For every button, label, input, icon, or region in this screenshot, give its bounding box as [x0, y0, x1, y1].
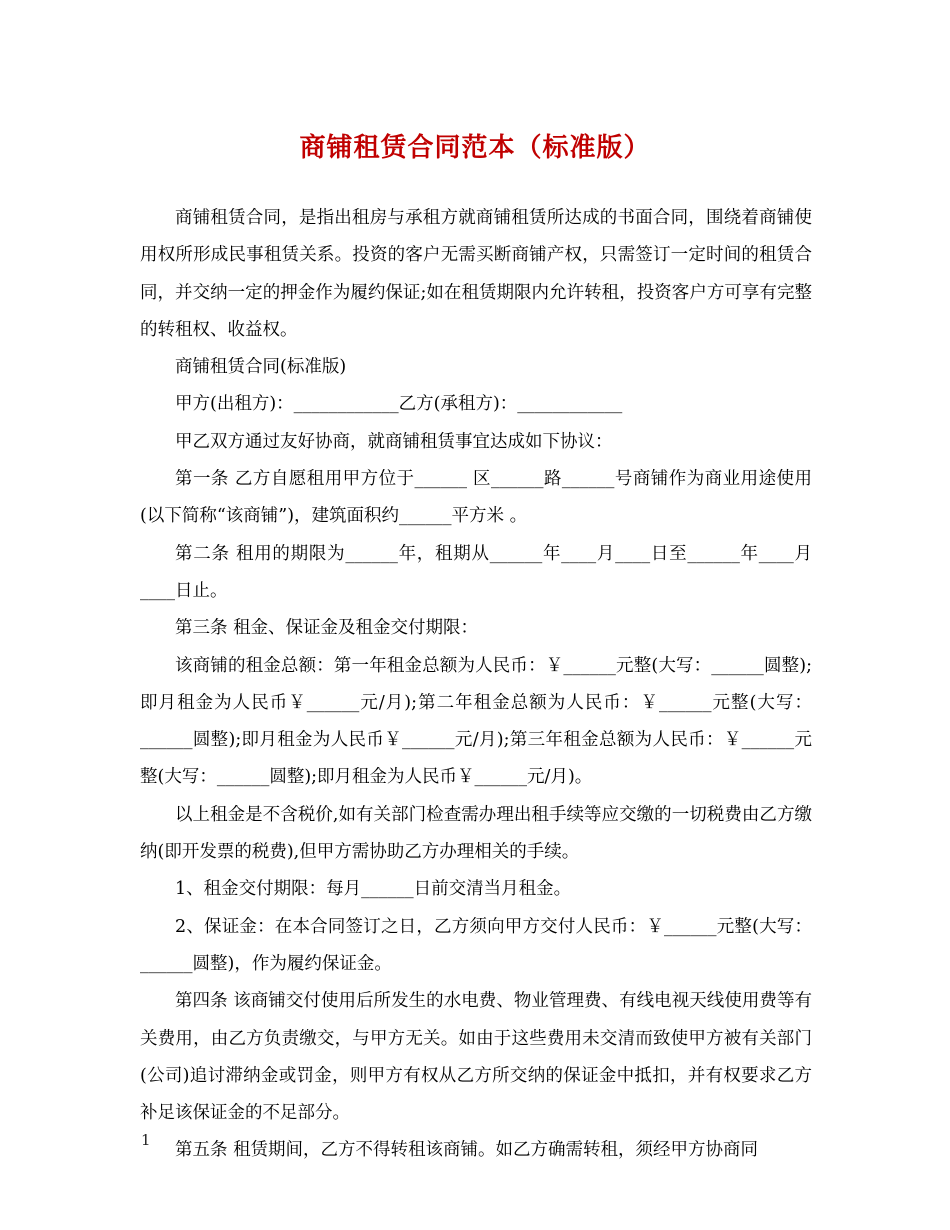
paragraph-tax: 以上租金是不含税价,如有关部门检查需办理出租手续等应交缴的一切税费由乙方缴纳(即开发票的税费),但甲方需协助乙方办理相关的手续。: [140, 804, 812, 863]
paragraph-rent-total: 该商铺的租金总额：第一年租金总额为人民币：￥______元整(大写：______圆整);即月租金为人民币￥______元/月);第二年租金总额为人民币：￥______元整(大写：______圆整);即月租金为人民币￥______元/月);第三年租金总额为人民币：￥______元整(大写：______圆整);即月租金为人民币￥______元/月)。: [140, 655, 812, 788]
paragraph-article-2: 第二条 租用的期限为______年，租期从______年____月____日至______年____月____日止。: [140, 543, 812, 601]
paragraph-contract-name: 商铺租赁合同(标准版): [175, 357, 347, 378]
document-title: 商铺租赁合同范本（标准版）: [299, 133, 651, 163]
paragraph-intro: 商铺租赁合同，是指出租房与承租方就商铺租赁所达成的书面合同，围绕着商铺使用权所形成民事租赁关系。投资的客户无需买断商铺产权，只需签订一定时间的租赁合同，并交纳一定的押金作为履约保证;如在租赁期限内允许转租，投资客户方可享有完整的转租权、收益权。: [140, 208, 812, 340]
paragraph-parties: 甲方(出租方)：____________乙方(承租方)：____________: [175, 394, 623, 415]
paragraph-deposit: 2、保证金：在本合同签订之日，乙方须向甲方交付人民币：￥______元整(大写：______圆整)，作为履约保证金。: [140, 916, 812, 974]
paragraph-article-4: 第四条 该商铺交付使用后所发生的水电费、物业管理费、有线电视天线使用费等有关费用，由乙方负责缴交，与甲方无关。如由于这些费用未交清而致使甲方被有关部门(公司)追讨滞纳金或罚金，则甲方有权从乙方所交纳的保证金中抵扣，并有权要求乙方补足该保证金的不足部分。: [140, 991, 812, 1124]
paragraph-article-3: 第三条 租金、保证金及租金交付期限：: [175, 618, 479, 639]
page-number: 1: [141, 1131, 151, 1149]
document-body: [140, 200, 812, 1170]
paragraph-article-5: 第五条 租赁期间，乙方不得转租该商铺。如乙方确需转租，须经甲方协商同: [175, 1140, 759, 1161]
paragraph-payment-deadline: 1、租金交付期限：每月______日前交清当月租金。: [175, 879, 572, 900]
paragraph-article-1: 第一条 乙方自愿租用甲方位于______ 区______路______号商铺作为商业用途使用(以下简称“该商铺”)，建筑面积约______平方米 。: [140, 469, 812, 527]
paragraph-agreement: 甲乙双方通过友好协商，就商铺租赁事宜达成如下协议：: [175, 431, 613, 452]
